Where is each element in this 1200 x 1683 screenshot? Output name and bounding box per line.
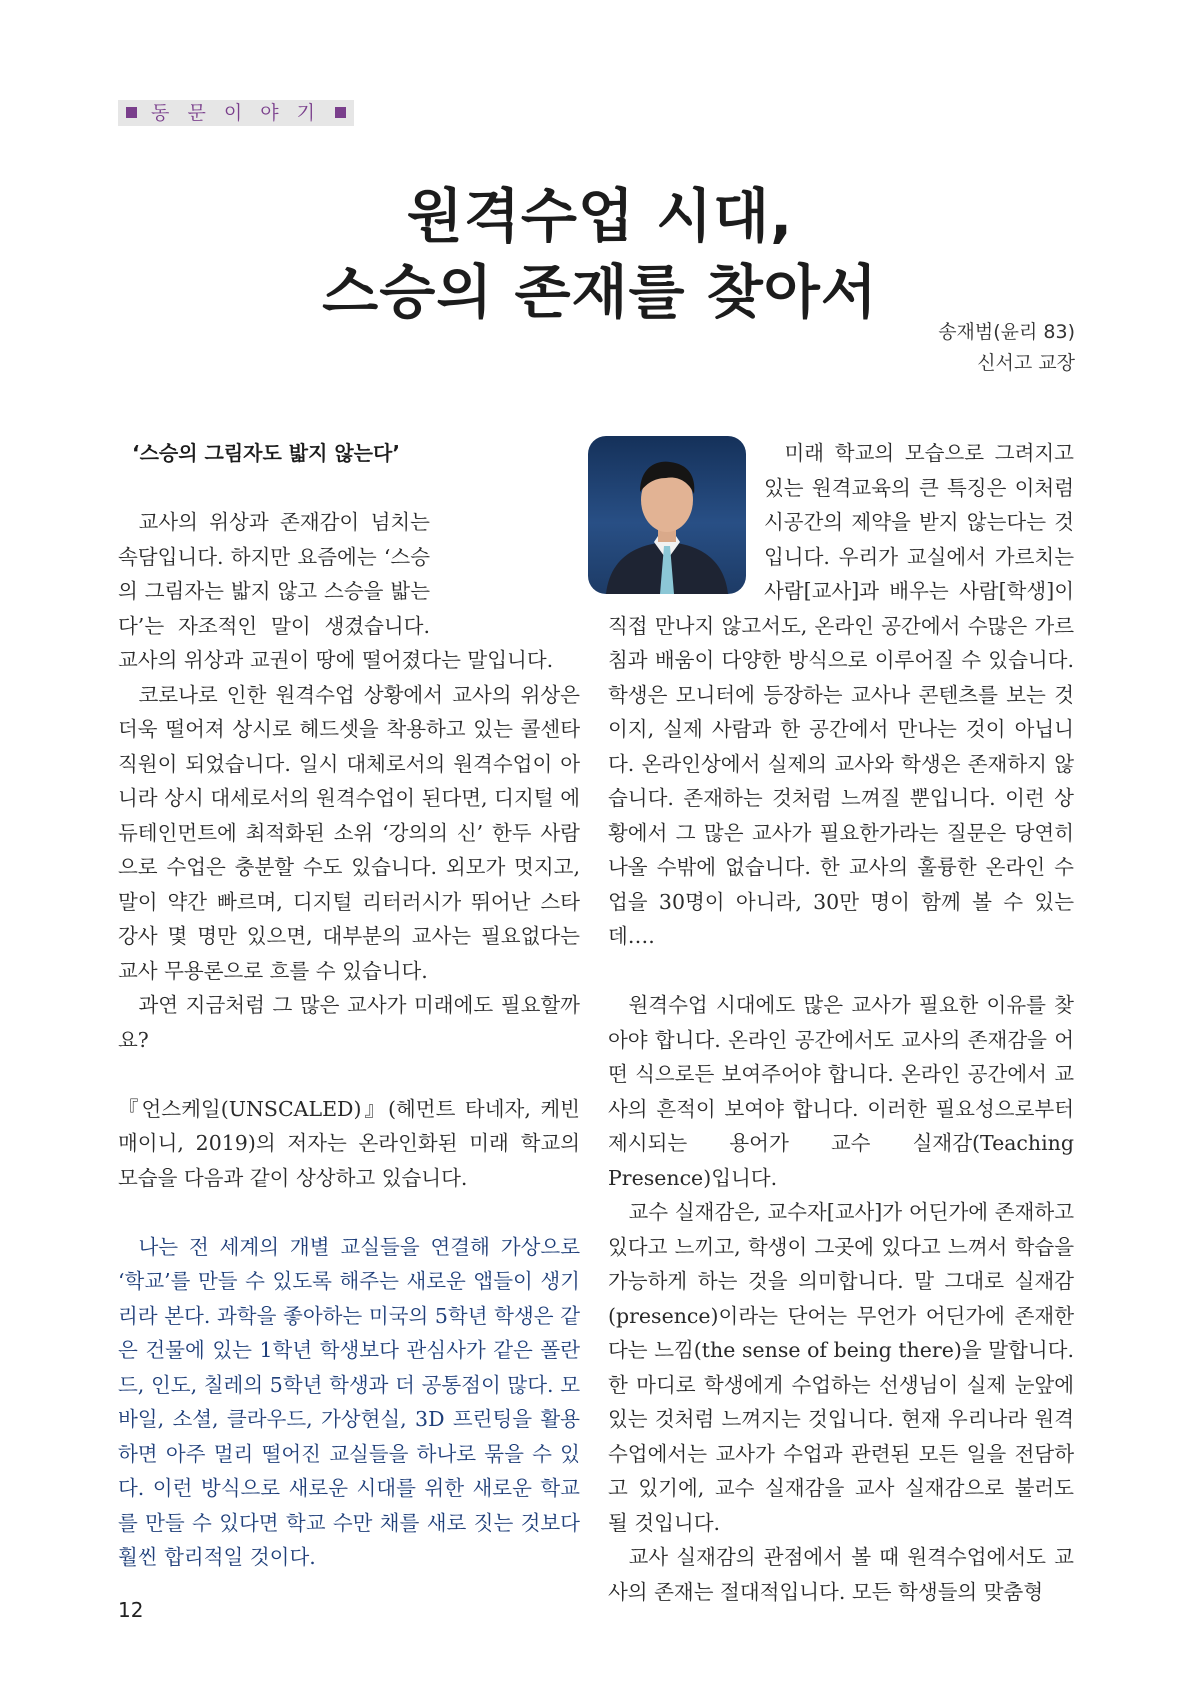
author-photo [588,436,746,594]
page-number: 12 [118,1598,144,1622]
square-bullet-icon [335,107,346,118]
section-tag-label: 동 문 이 야 기 [151,102,321,124]
section-tag [118,100,354,126]
paragraph: 교사의 위상과 존재감이 넘치는 속담입니다. 하지만 요즘에는 ‘스승의 그림자는 밟지 않고 스승을 밟는다’는 자조적인 말이 생겼습니다. 교사의 위상과 교권이 땅에 떨어졌다는 말입니다. [118,510,554,672]
author-byline [938,317,1075,379]
square-bullet-icon [126,107,137,118]
person-portrait-icon [588,436,746,594]
paragraph: 원격수업 시대에도 많은 교사가 필요한 이유를 찾아야 합니다. 온라인 공간에서도 교사의 존재감을 어떤 식으로든 보여주어야 합니다. 온라인 공간에서 교사의 흔적이 보여야 합니다. 이러한 필요성으로부터 제시되는 용어가 교수 실재감(Teaching Presence)입니다. [608,993,1074,1190]
author-name: 송재범(윤리 83) [938,321,1075,343]
right-column [608,436,1074,1609]
block-quote: 나는 전 세계의 개별 교실들을 연결해 가상으로 ‘학교’를 만들 수 있도록 해주는 새로운 앱들이 생기리라 본다. 과학을 좋아하는 미국의 5학년 학생은 같은 건물에 있는 1학년 학생보다 관심사가 같은 폴란드, 인도, 칠레의 5학년 학생과 더 공통점이 많다. 모바일, 소셜, 클라우드, 가상현실, 3D 프린팅을 활용하면 아주 멀리 떨어진 교실들을 하나로 묶을 수 있다. 이런 방식으로 새로운 시대를 위한 새로운 학교를 만들 수 있다면 학교 수만 채를 새로 짓는 것보다 훨씬 합리적일 것이다. [118,1234,580,1569]
paragraph: 과연 지금처럼 그 많은 교사가 미래에도 필요할까요? [118,993,580,1052]
paragraph: 교수 실재감은, 교수자[교사]가 어딘가에 존재하고 있다고 느끼고, 학생이 그곳에 있다고 느껴서 학습을 가능하게 하는 것을 의미합니다. 말 그대로 실재감(presence)이라는 단어는 무언가 어딘가에 존재한다는 느낌(the sense of being there)을 말합니다. 한 마디로 학생에게 수업하는 선생님이 실제 눈앞에 있는 것처럼 느껴지는 것입니다. 현재 우리나라 원격수업에서는 교사가 수업과 관련된 모든 일을 전담하고 있기에, 교수 실재감을 교사 실재감으로 불러도 될 것입니다. [608,1200,1074,1535]
paragraph: 교사 실재감의 관점에서 볼 때 원격수업에서도 교사의 존재는 절대적입니다. 모든 학생들의 맞춤형 [608,1545,1074,1604]
paragraph: 코로나로 인한 원격수업 상황에서 교사의 위상은 더욱 떨어져 상시로 헤드셋을 착용하고 있는 콜센타 직원이 되었습니다. 일시 대체로서의 원격수업이 아니라 상시 대세로서의 원격수업이 된다면, 디지털 에듀테인먼트에 최적화된 소위 ‘강의의 신’ 한두 사람으로 수업은 충분할 수도 있습니다. 외모가 멋지고, 말이 약간 빠르며, 디지털 리터러시가 뛰어난 스타 강사 몇 명만 있으면, 대부분의 교사는 필요없다는 교사 무용론으로 흐를 수 있습니다. [118,682,580,983]
paragraph: 미래 학교의 모습으로 그려지고 있는 원격교육의 큰 특징은 이처럼 시공간의 제약을 받지 않는다는 것입니다. 우리가 교실에서 가르치는 사람[교사]과 배우는 사람[학생]이 직접 만나지 않고서도, 온라인 공간에서 수많은 가르침과 배움이 다양한 방식으로 이루어질 수 있습니다. 학생은 모니터에 등장하는 교사나 콘텐츠를 보는 것이지, 실제 사람과 한 공간에서 만나는 것이 아닙니다. 온라인상에서 실제의 교사와 학생은 존재하지 않습니다. 존재하는 것처럼 느껴질 뿐입니다. 이런 상황에서 그 많은 교사가 필요한가라는 질문은 당연히 나올 수밖에 없습니다. 한 교사의 훌륭한 온라인 수업을 30명이 아니라, 30만 명이 함께 볼 수 있는데…. [608,441,1074,948]
title-line-1: 원격수업 시대, [406,182,794,250]
left-column [118,436,580,1575]
author-role: 신서고 교장 [977,352,1075,374]
subheading: ‘스승의 그림자도 밟지 않는다’ [132,441,400,465]
title-line-2: 스승의 존재를 찾아서 [322,258,878,326]
paragraph: 『언스케일(UNSCALED)』(헤먼트 타네자, 케빈 매이니, 2019)의 저자는 온라인화된 미래 학교의 모습을 다음과 같이 상상하고 있습니다. [118,1096,580,1190]
article-title [200,178,1000,330]
